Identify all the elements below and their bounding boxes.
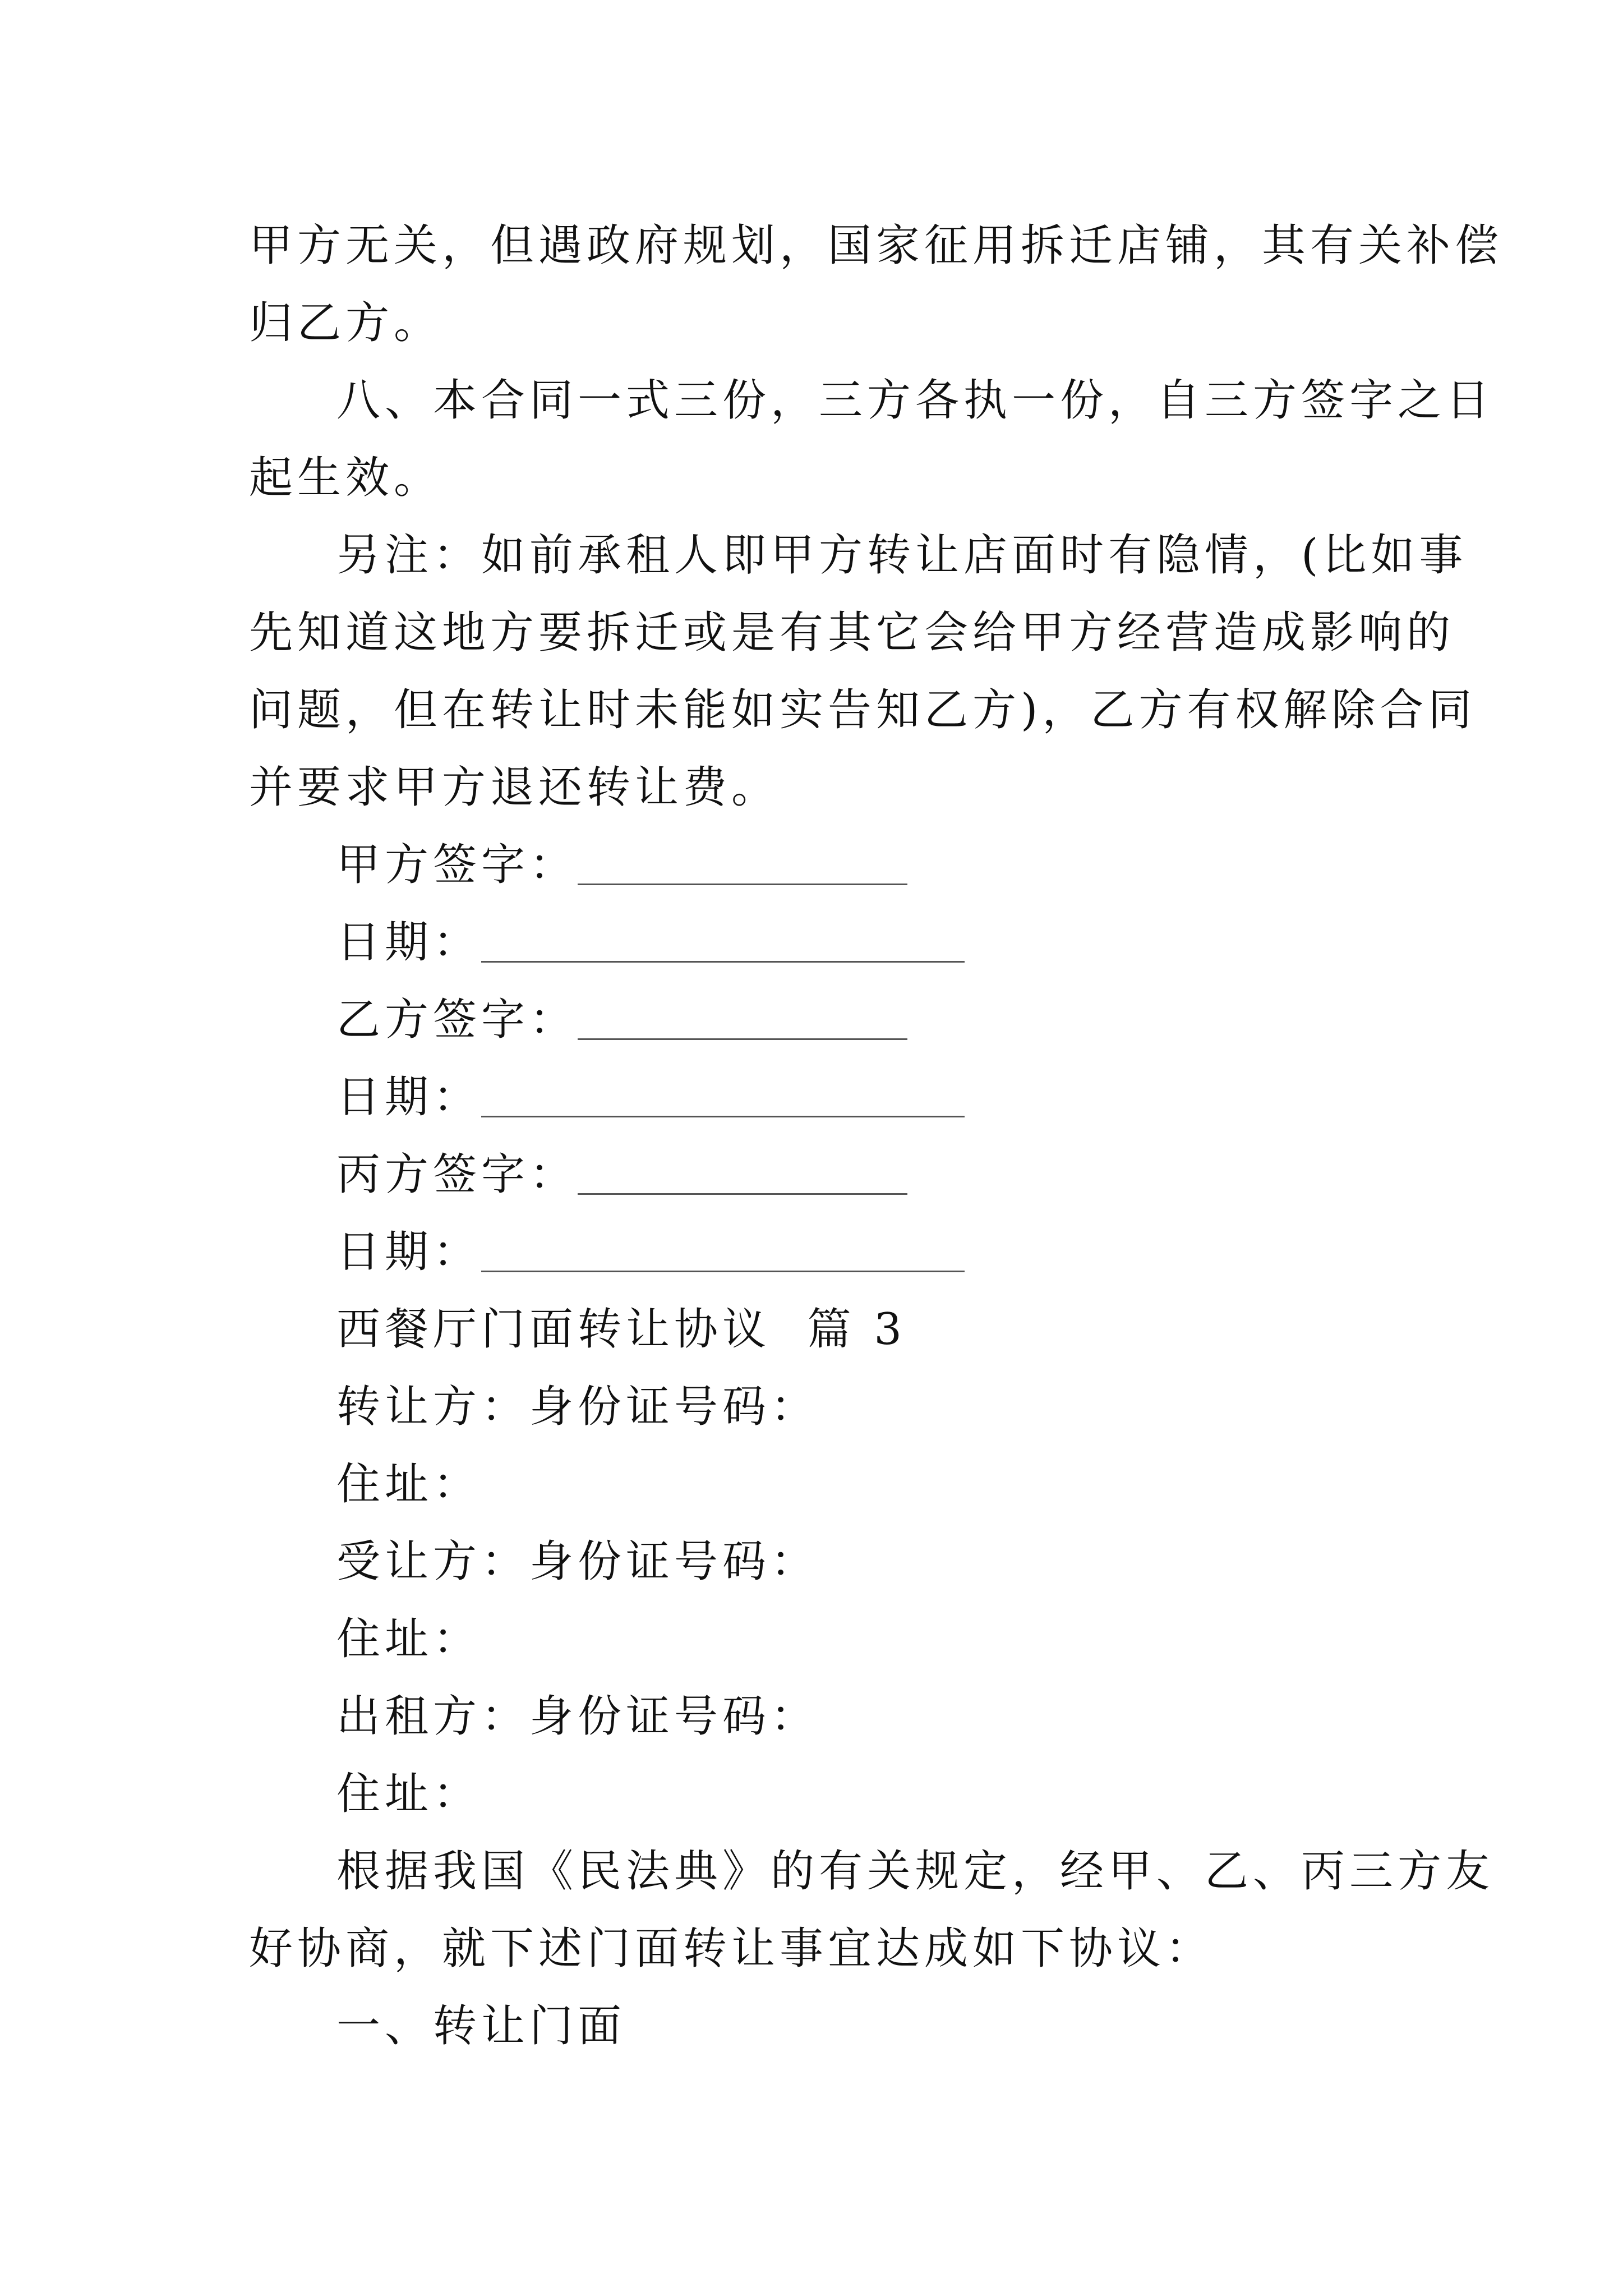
lessor-line: 出租方：身份证号码： — [336, 1691, 819, 1742]
date-field — [336, 1069, 965, 1125]
signature-blank — [578, 1156, 907, 1195]
address-line: 住址： — [336, 1769, 482, 1819]
date-label: 日期： — [336, 1227, 482, 1277]
party-b-signature-field — [336, 992, 907, 1048]
section-title: 西餐厅门面转让协议 篇 3 — [336, 1304, 907, 1355]
address-line: 住址： — [336, 1459, 482, 1510]
paragraph-line: 甲方无关，但遇政府规划，国家征用拆迁店铺，其有关补偿 — [249, 220, 1504, 271]
signature-blank — [578, 846, 907, 885]
signature-label: 乙方签字： — [336, 995, 578, 1045]
date-field — [336, 1224, 965, 1280]
intro-line: 根据我国《民法典》的有关规定，经甲、乙、丙三方友 — [336, 1846, 1495, 1897]
signature-label: 丙方签字： — [336, 1149, 578, 1200]
note-line: 先知道这地方要拆迁或是有其它会给甲方经营造成影响的 — [249, 608, 1455, 658]
transferor-line: 转让方：身份证号码： — [336, 1382, 819, 1432]
note-line: 另注：如前承租人即甲方转让店面时有隐情，(比如事 — [336, 530, 1468, 581]
party-c-signature-field — [336, 1147, 907, 1203]
signature-blank — [578, 1001, 907, 1040]
date-blank — [481, 1079, 965, 1117]
party-a-signature-field — [336, 837, 907, 893]
paragraph-line: 归乙方。 — [249, 298, 442, 348]
note-line: 问题，但在转让时未能如实告知乙方)，乙方有权解除合同 — [249, 685, 1477, 735]
intro-line: 好协商，就下述门面转让事宜达成如下协议： — [249, 1924, 1214, 1974]
address-line: 住址： — [336, 1614, 482, 1664]
date-blank — [481, 1234, 965, 1272]
signature-label: 甲方签字： — [336, 840, 578, 890]
date-label: 日期： — [336, 1072, 482, 1122]
date-blank — [481, 924, 965, 963]
note-line: 并要求甲方退还转让费。 — [249, 762, 780, 813]
transferee-line: 受让方：身份证号码： — [336, 1536, 819, 1587]
date-label: 日期： — [336, 917, 482, 968]
clause-eight-line: 八、本合同一式三份，三方各执一份，自三方签字之日 — [336, 375, 1495, 426]
clause-eight-line: 起生效。 — [249, 453, 442, 503]
date-field — [336, 914, 965, 970]
clause-heading: 一、转让门面 — [336, 2001, 626, 2051]
